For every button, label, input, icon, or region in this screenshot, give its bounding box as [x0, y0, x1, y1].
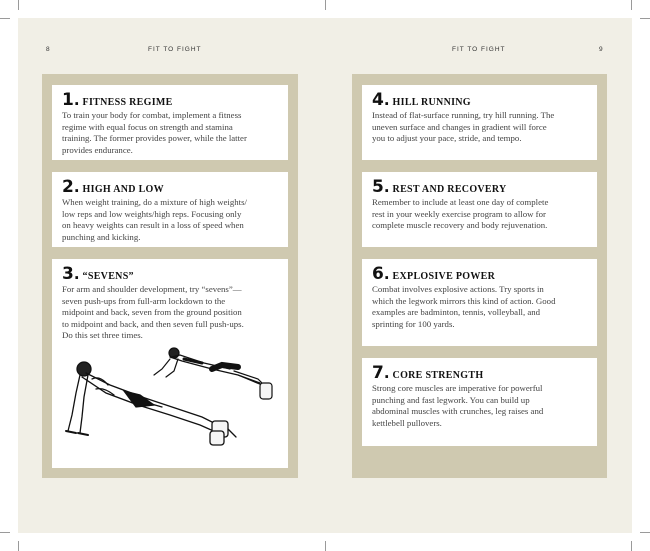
tip-title: HILL RUNNING [392, 97, 471, 108]
push-up-illustration [62, 345, 278, 451]
right-page-number: 9 [599, 46, 604, 53]
tip-body: When weight training, do a mixture of high weights/ low reps and low weights/high reps. Focusing only on heavy weights can result in a loss of speed when punching and kicking. [62, 197, 247, 242]
man-extended-push-up-icon [66, 362, 236, 445]
right-running-title: FIT TO FIGHT [452, 46, 506, 53]
left-running-title: FIT TO FIGHT [148, 46, 202, 53]
tip-card-5 [362, 172, 597, 247]
crop-mark [18, 541, 19, 551]
tip-body: Strong core muscles are imperative for powerful punching and fast legwork. You can build up abdominal muscles with crunches, leg raises and kettlebell pullovers. [372, 383, 544, 428]
tip-body: Combat involves explosive actions. Try sports in which the legwork mirrors this kind of action. Good examples are badminton, tennis, volleyball, and sprinting for 100 yards. [372, 284, 556, 329]
tip-heading: 4 . HILL RUNNING [372, 90, 471, 110]
tip-body: To train your body for combat, implement a fitness regime with equal focus on strength and stamina training. The former provides power, while the latter provides endurance. [62, 110, 247, 155]
tip-body: Instead of flat-surface running, try hill running. The uneven surface and changes in gradient will force you to adjust your pace, stride, and tempo. [372, 110, 555, 144]
tip-body: For arm and shoulder development, try “sevens”— seven push-ups from full-arm lockdown to the midpoint and back, seven from the ground position to midpoint and back, and then seven full push-ups. Do this set three times. [62, 284, 244, 341]
tip-card-3 [52, 259, 288, 468]
tip-card-6 [362, 259, 597, 346]
tip-card-7 [362, 358, 597, 446]
tip-card-2 [52, 172, 288, 247]
crop-mark [325, 541, 326, 551]
tip-heading: 7 . CORE STRENGTH [372, 363, 484, 383]
tip-number: 5 [372, 177, 384, 197]
tip-heading: 2 . HIGH AND LOW [62, 177, 164, 197]
crop-mark [18, 0, 19, 10]
tip-heading: 6 . EXPLOSIVE POWER [372, 264, 496, 284]
left-page-number: 8 [46, 46, 51, 53]
tip-number: 3 [62, 264, 74, 284]
tip-number: 4 [372, 90, 384, 110]
man-lowered-push-up-icon [154, 348, 272, 399]
crop-mark [640, 18, 650, 19]
tip-heading: 3 . “SEVENS” [62, 264, 134, 284]
crop-mark [631, 541, 632, 551]
crop-mark [325, 0, 326, 10]
tip-heading: 5 . REST AND RECOVERY [372, 177, 507, 197]
crop-mark [0, 532, 10, 533]
right-tips-panel [352, 74, 607, 478]
tip-title: “SEVENS” [82, 271, 134, 282]
tip-heading: 1 . FITNESS REGIME [62, 90, 173, 110]
tip-number: 1 [62, 90, 74, 110]
tip-title: REST AND RECOVERY [392, 184, 507, 195]
tip-body: Remember to include at least one day of complete rest in your weekly exercise program to allow for complete muscle recovery and body rejuvenation. [372, 197, 549, 231]
tip-title: FITNESS REGIME [82, 97, 173, 108]
crop-mark [0, 18, 10, 19]
crop-mark [640, 532, 650, 533]
tip-number: 6 [372, 264, 384, 284]
tip-title: HIGH AND LOW [82, 184, 164, 195]
tip-title: CORE STRENGTH [392, 370, 484, 381]
tip-number: 7 [372, 363, 384, 383]
tip-card-1 [52, 85, 288, 160]
tip-card-4 [362, 85, 597, 160]
crop-mark [631, 0, 632, 10]
tip-title: EXPLOSIVE POWER [392, 271, 496, 282]
tip-number: 2 [62, 177, 74, 197]
left-tips-panel [42, 74, 298, 478]
